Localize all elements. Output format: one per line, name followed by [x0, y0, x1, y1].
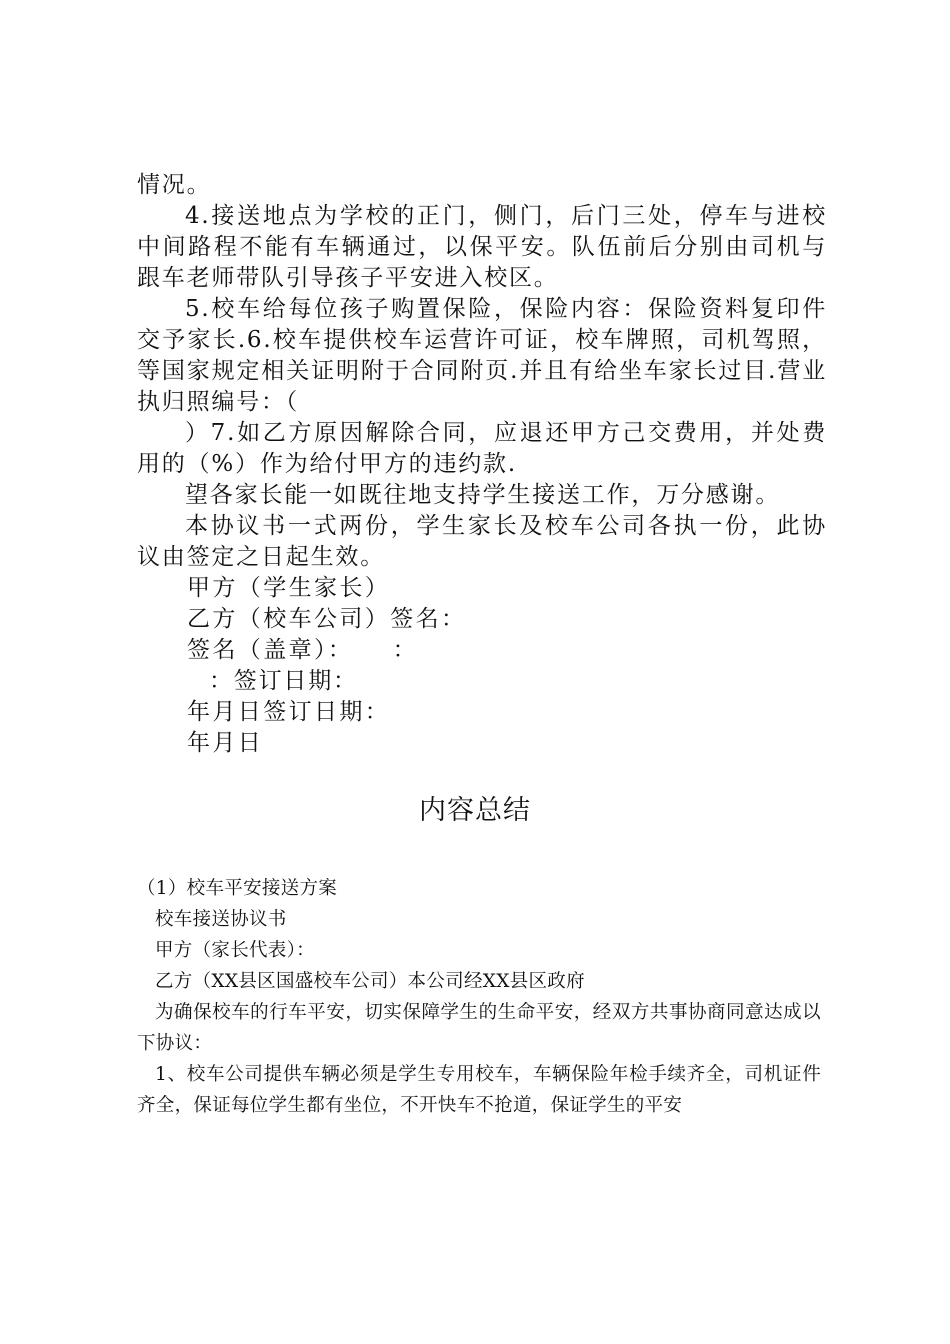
paragraph-item-4: 4.接送地点为学校的正门，侧门，后门三处，停车与进校中间路程不能有车辆通过，以保平安。队伍前后分别由司机与跟车老师带队引导孩子平安进入校区。	[137, 203, 827, 291]
summary-line-purpose: 为确保校车的行车平安，切实保障学生的生命平安，经双方共事协商同意达成以下协议：	[137, 1002, 821, 1054]
sign-date-label: ：签订日期：	[209, 668, 358, 694]
party-b-sign-label: 乙方（校车公司）签名：	[187, 606, 467, 632]
summary-line-plan: （1）校车平安接送方案	[137, 878, 338, 899]
date-sign-label: 年月日签订日期：	[187, 699, 391, 725]
summary-line-clause-1: 1、校车公司提供车辆必须是学生专用校车，车辆保险年检手续齐全，司机证件齐全，保证每位学生都有坐位，不开快车不抢道，保证学生的平安	[137, 1064, 821, 1116]
summary-line-agreement-title: 校车接送协议书	[155, 909, 287, 930]
paragraph-copies: 本协议书一式两份，学生家长及校车公司各执一份，此协议由签定之日起生效。	[137, 513, 827, 570]
summary-body	[137, 873, 821, 1121]
paragraph-situation: 情况。	[137, 172, 212, 198]
agreement-body	[137, 170, 827, 759]
sign-seal-label: 签名（盖章）： ：	[187, 637, 418, 663]
date-end-label: 年月日	[187, 730, 264, 756]
summary-title: 内容总结	[419, 795, 531, 826]
summary-line-party-b: 乙方（XX县区国盛校车公司）本公司经XX县区政府	[155, 971, 585, 992]
paragraph-hope: 望各家长能一如既往地支持学生接送工作，万分感谢。	[185, 482, 781, 508]
paragraph-item-7: ）7.如乙方原因解除合同，应退还甲方己交费用，并处费用的（%）作为给付甲方的违约款.	[137, 420, 827, 477]
paragraph-item-5-6: 5.校车给每位孩子购置保险，保险内容：保险资料复印件交予家长.6.校车提供校车运营许可证，校车牌照，司机驾照，等国家规定相关证明附于合同附页.并且有给坐车家长过目.营业执归照编号：（	[137, 296, 827, 415]
summary-line-party-a: 甲方（家长代表）：	[155, 940, 315, 961]
party-a-label: 甲方（学生家长）	[187, 575, 391, 601]
